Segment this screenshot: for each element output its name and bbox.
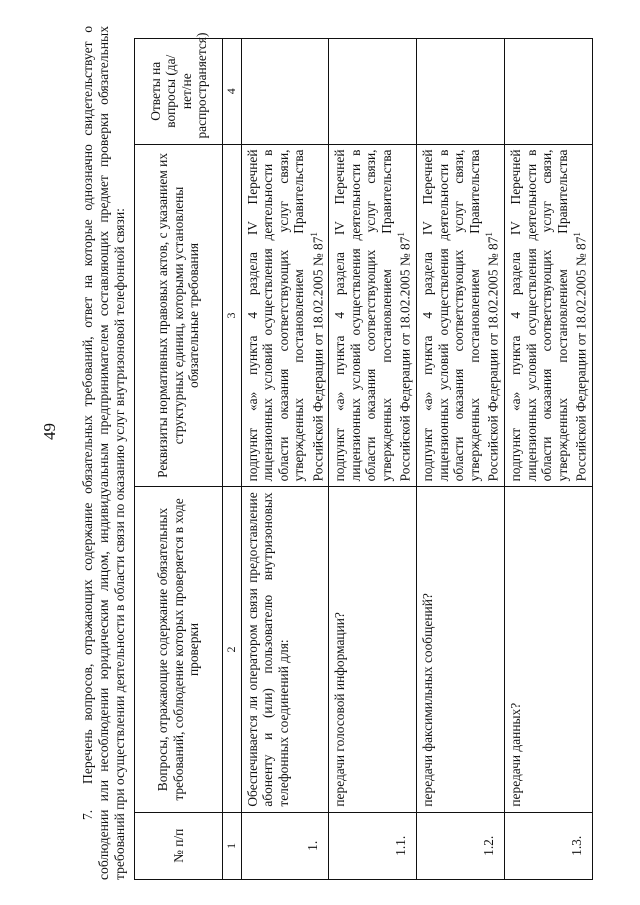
page-number: 49 [40,423,59,440]
table-row [417,39,505,880]
row-answer[interactable] [241,39,329,145]
row-question: Обеспечивается ли оператором связи предоставление абоненту и (или) пользователю внутризоновых телефонных соединений для: [241,487,329,812]
column-number: 1 [223,812,242,879]
row-reference: подпункт «а» пункта 4 раздела IV Перечней лицензионных условий осуществления деятельности в области оказания соответствующих услуг связи, утвержденных постановлением Правительства Российской Федерации от 18.02.2005 № $87^1$ [241,144,329,487]
row-question: передачи голосовой информации? [329,487,417,812]
table-row [329,39,417,880]
header-row [135,39,223,880]
column-number: 4 [223,39,242,145]
intro-paragraph [80,26,128,880]
row-reference: подпункт «а» пункта 4 раздела IV Перечней лицензионных условий осуществления деятельности в области оказания соответствующих услуг связи, утвержденных постановлением Правительства Российской Федерации от 18.02.2005 № $87^1$ [329,144,417,487]
row-number: 1. [241,812,329,879]
header-question: Вопросы, отражающие содержание обязательных требований, соблюдение которых проверяется в ходе проверки [135,487,223,812]
rotated-page-content [80,20,640,880]
header-reference: Реквизиты нормативных правовых актов, с указанием их структурных единиц, которыми установлены обязательные требования [135,144,223,487]
row-number: 1.2. [417,812,505,879]
intro-text: Перечень вопросов, отражающих содержание обязательных требований, ответ на которые однозначно свидетельствует о соблюдении или несоблюдении юридическим лицом, индивидуальным предпринимателем составляющих предмет проверки обязательных требований при осуществлении деятельности в области связи по оказанию услуг внутризоновой телефонной связи: [80,26,127,880]
row-answer[interactable] [329,39,417,145]
table-row [241,39,329,880]
row-question: передачи факсимильных сообщений? [417,487,505,812]
row-answer[interactable] [505,39,593,145]
row-reference: подпункт «а» пункта 4 раздела IV Перечней лицензионных условий осуществления деятельности в области оказания соответствующих услуг связи, утвержденных постановлением Правительства Российской Федерации от 18.02.2005 № $87^1$ [417,144,505,487]
row-number: 1.1. [329,812,417,879]
row-reference: подпункт «а» пункта 4 раздела IV Перечней лицензионных условий осуществления деятельности в области оказания соответствующих услуг связи, утвержденных постановлением Правительства Российской Федерации от 18.02.2005 № $87^1$ [505,144,593,487]
row-number: 1.3. [505,812,593,879]
row-question: передачи данных? [505,487,593,812]
row-answer[interactable] [417,39,505,145]
header-number: № п/п [135,812,223,879]
column-number: 3 [223,144,242,487]
item-number: 7. [80,809,95,820]
column-number: 2 [223,487,242,812]
requirements-table [134,32,593,880]
column-number-row [223,39,242,880]
table-row [505,39,593,880]
header-answer: Ответы на вопросы (да/нет/не распространяется) [135,39,223,145]
